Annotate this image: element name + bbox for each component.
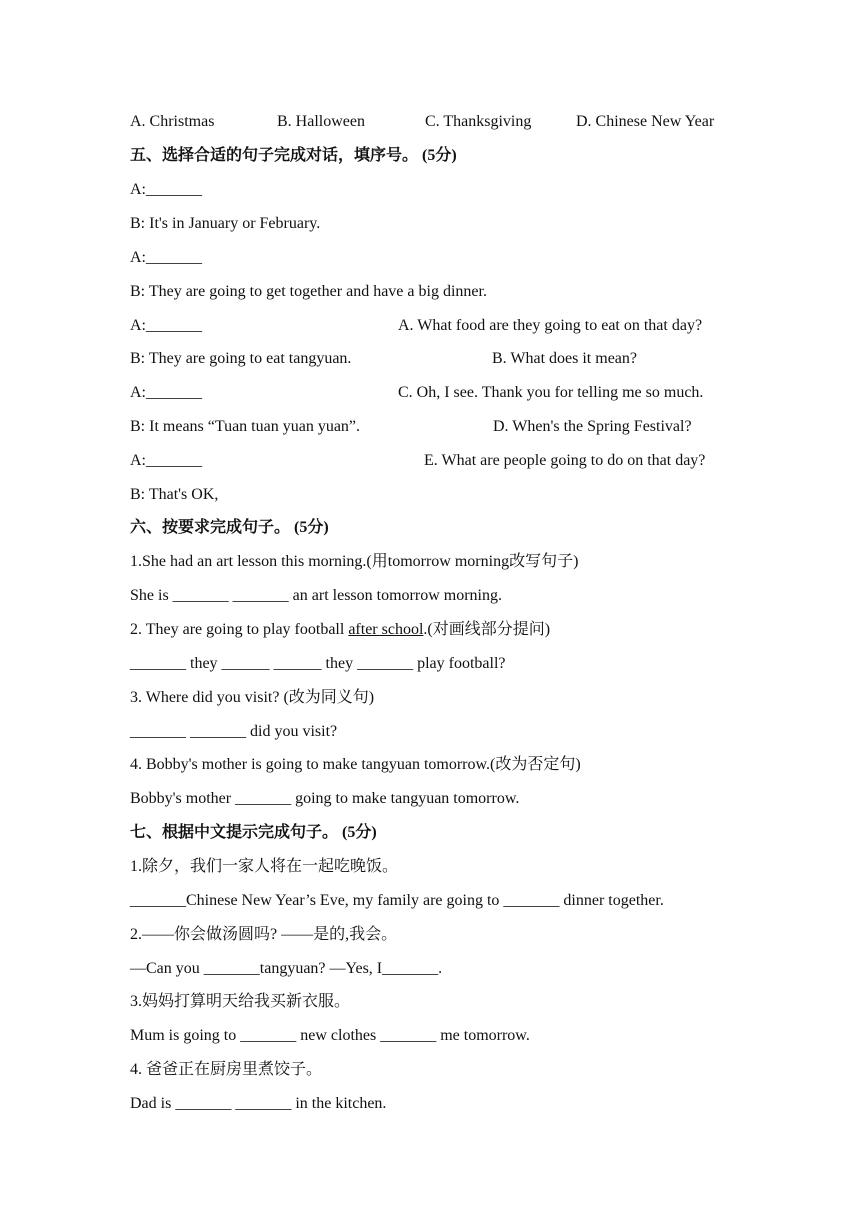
- choice-a: A. What food are they going to eat on that day?: [398, 317, 703, 334]
- s7-question-1: 1.除夕，我们一家人将在一起吃晚饭。: [130, 858, 399, 875]
- option-d-chinese-new-year: D. Chinese New Year: [576, 113, 715, 130]
- s6-question-2: [130, 620, 550, 640]
- dialogue-line-6: B: They are going to eat tangyuan.: [130, 350, 352, 367]
- s7-question-3: 3.妈妈打算明天给我买新衣服。: [130, 993, 351, 1010]
- s6-question-2-pre: 2. They are going to play football: [130, 621, 349, 638]
- section6-heading: 六、按要求完成句子。 (5分): [130, 519, 329, 536]
- choice-e: E. What are people going to do on that day?: [424, 452, 706, 469]
- dialogue-line-9: A:_______: [130, 452, 202, 469]
- s6-question-2-post: .(对画线部分提问): [423, 621, 551, 638]
- dialogue-line-8: B: It means “Tuan tuan yuan yuan”.: [130, 418, 361, 435]
- dialogue-line-4: B: They are going to get together and have a big dinner.: [130, 283, 487, 300]
- s6-question-4: 4. Bobby's mother is going to make tangyuan tomorrow.(改为否定句): [130, 756, 581, 773]
- dialogue-line-3: A:_______: [130, 249, 202, 266]
- choice-d: D. When's the Spring Festival?: [493, 418, 692, 435]
- s6-answer-4: Bobby's mother _______ going to make tangyuan tomorrow.: [130, 790, 520, 807]
- option-c-thanksgiving: C. Thanksgiving: [425, 113, 532, 130]
- section7-heading: 七、根据中文提示完成句子。 (5分): [130, 824, 377, 841]
- s7-answer-2: —Can you _______tangyuan? —Yes, I_______.: [130, 960, 443, 977]
- s6-answer-1: She is _______ _______ an art lesson tomorrow morning.: [130, 587, 502, 604]
- s6-question-1: 1.She had an art lesson this morning.(用tomorrow morning改写句子): [130, 553, 579, 570]
- dialogue-line-10: B: That's OK,: [130, 486, 219, 503]
- s7-answer-4: Dad is _______ _______ in the kitchen.: [130, 1095, 387, 1112]
- section5-heading: 五、选择合适的句子完成对话，填序号。 (5分): [130, 147, 457, 164]
- s6-question-2-underlined: after school: [348, 621, 424, 638]
- s6-question-3: 3. Where did you visit? (改为同义句): [130, 689, 375, 706]
- dialogue-line-2: B: It's in January or February.: [130, 215, 321, 232]
- dialogue-line-7: A:_______: [130, 384, 202, 401]
- s7-answer-1: _______Chinese New Year’s Eve, my family are going to _______ dinner together.: [130, 892, 664, 909]
- dialogue-line-1: A:_______: [130, 181, 202, 198]
- s7-question-2: 2.——你会做汤圆吗? ——是的,我会。: [130, 926, 398, 943]
- choice-b: B. What does it mean?: [492, 350, 637, 367]
- dialogue-line-5: A:_______: [130, 317, 202, 334]
- s7-answer-3: Mum is going to _______ new clothes _______ me tomorrow.: [130, 1027, 530, 1044]
- option-b-halloween: B. Halloween: [277, 113, 365, 130]
- s7-question-4: 4. 爸爸正在厨房里煮饺子。: [130, 1061, 323, 1078]
- option-a-christmas: A. Christmas: [130, 113, 215, 130]
- s6-answer-2: _______ they ______ ______ they _______ play football?: [130, 655, 506, 672]
- s6-answer-3: _______ _______ did you visit?: [130, 723, 338, 740]
- choice-c: C. Oh, I see. Thank you for telling me so much.: [398, 384, 704, 401]
